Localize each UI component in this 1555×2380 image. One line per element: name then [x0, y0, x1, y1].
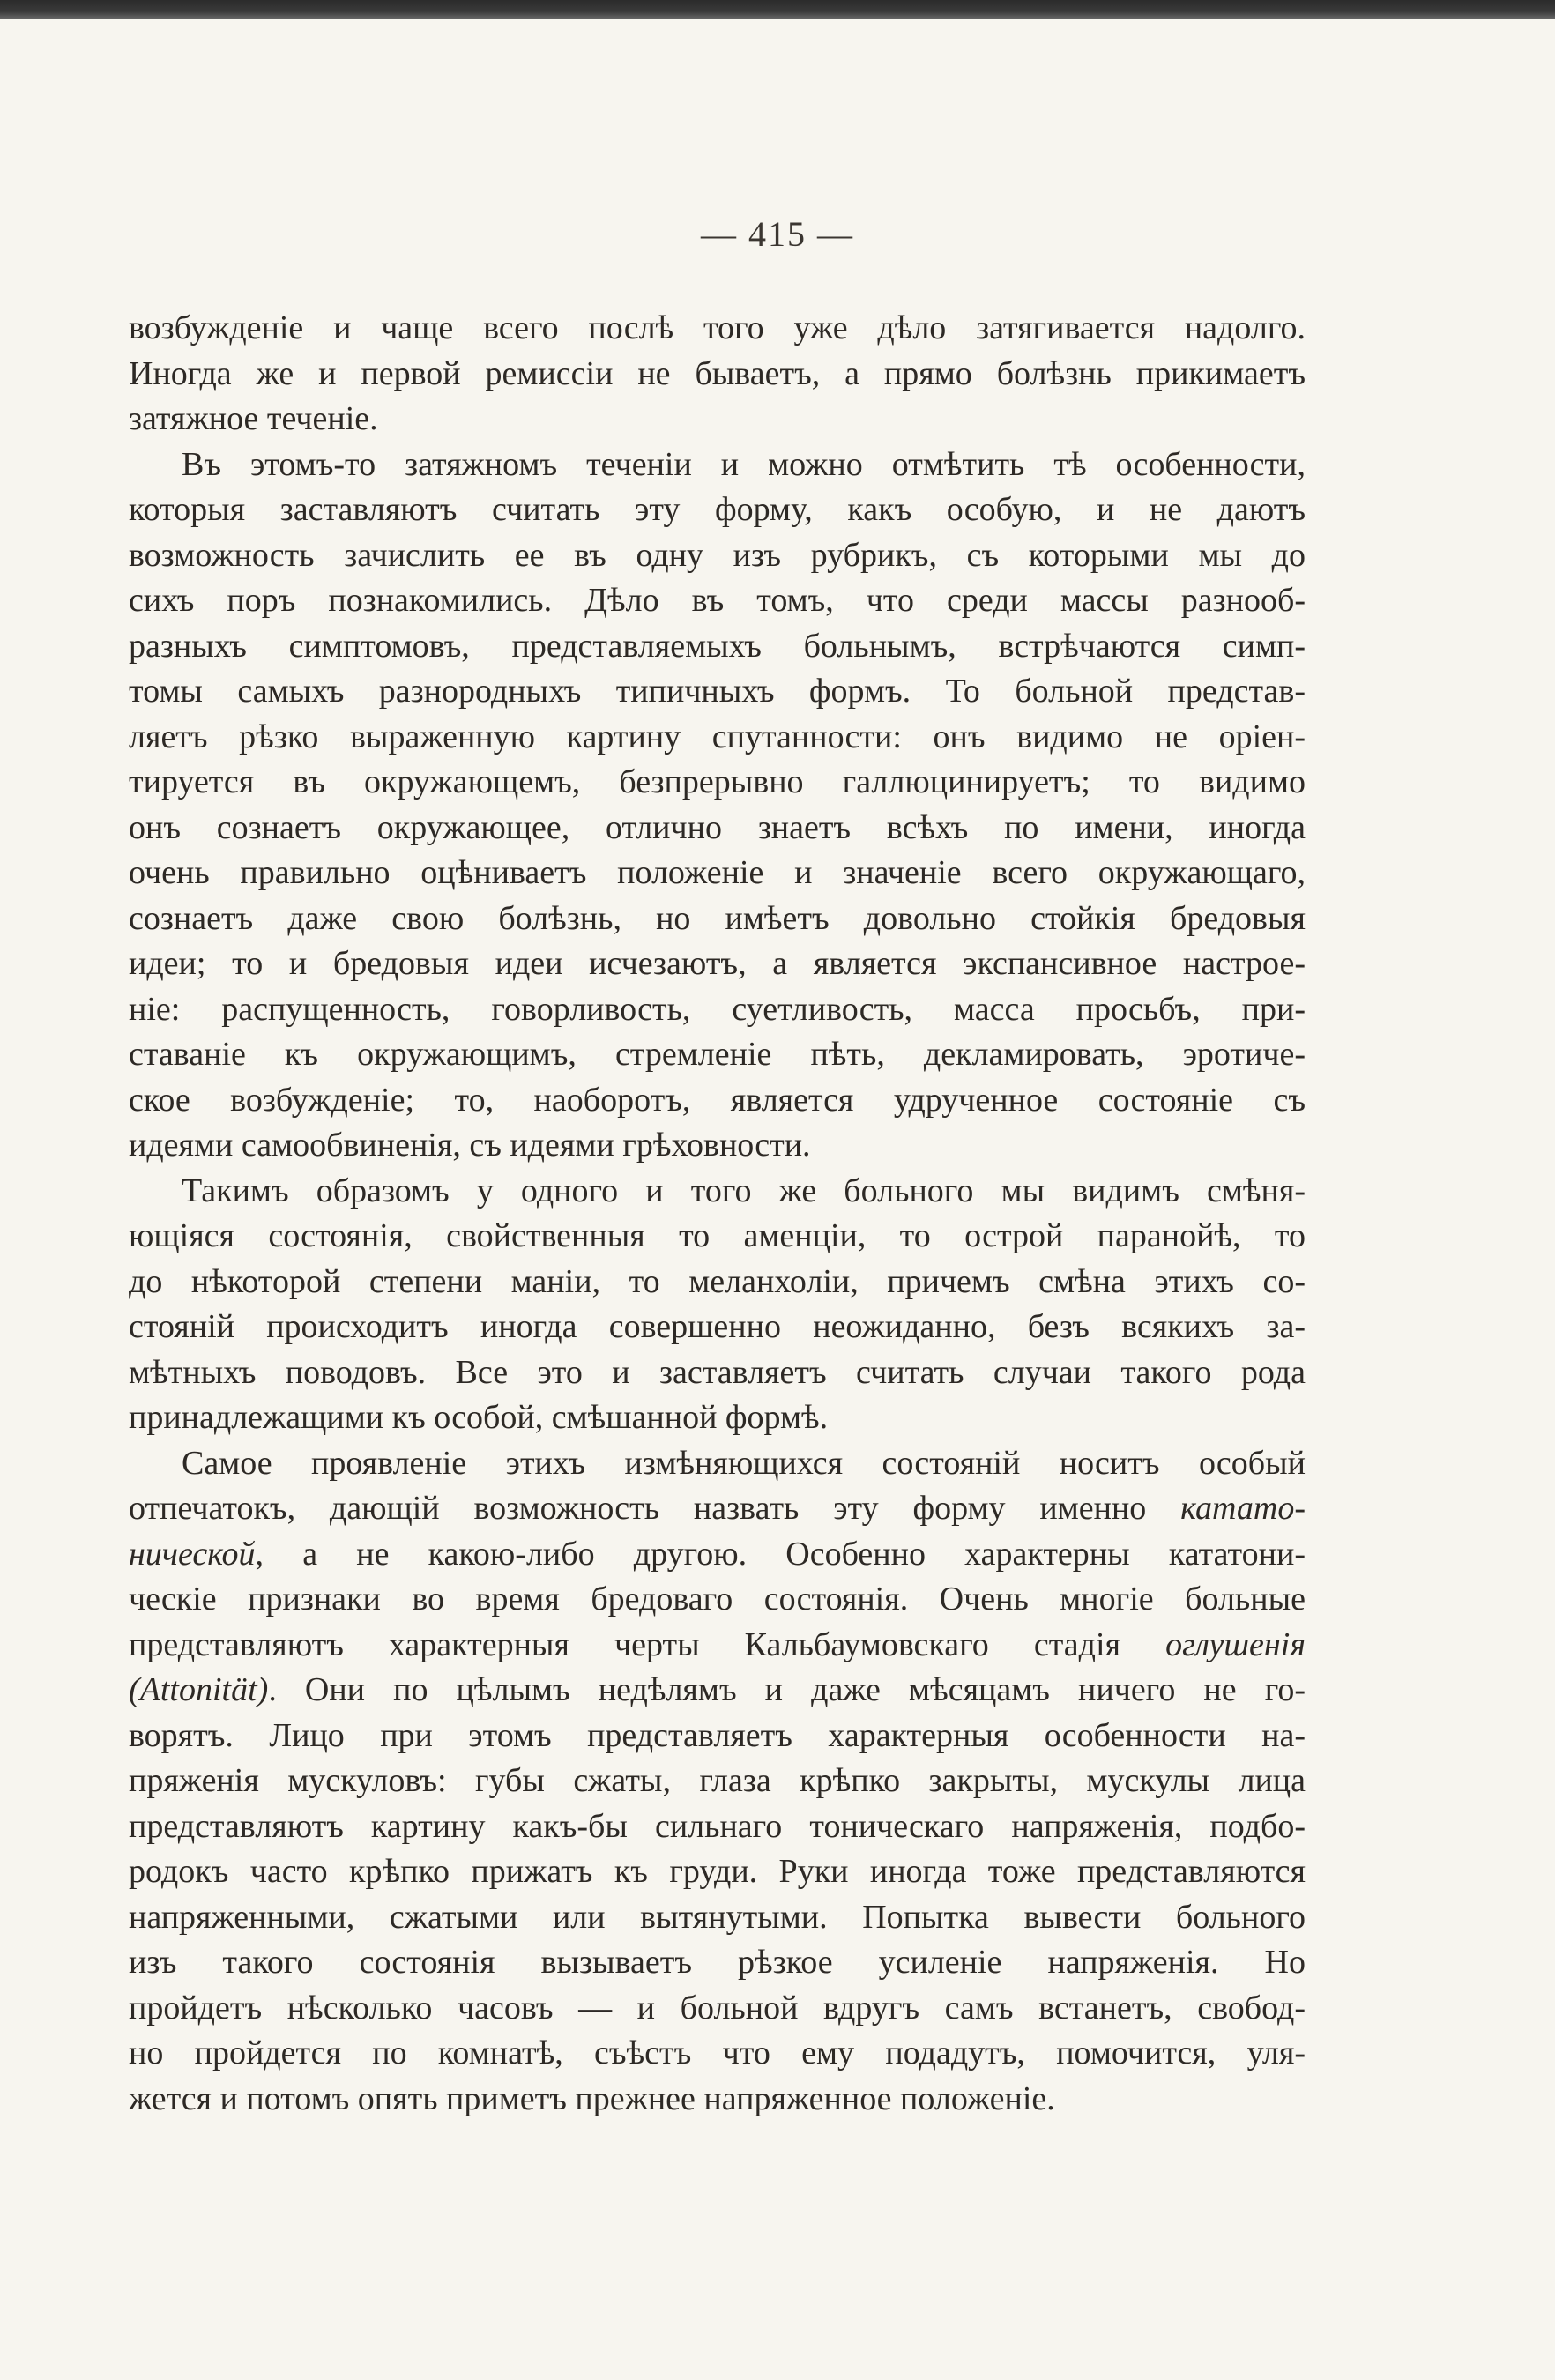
- text-line: идеи; то и бредовыя идеи исчезаютъ, а является экспансивное настрое-: [129, 945, 1306, 982]
- text-line: возбужденіе и чаще всего послѣ того уже дѣло затягивается надолго.: [129, 309, 1306, 346]
- page-number: — 415 —: [701, 214, 854, 254]
- text-line: представляютъ характерныя черты Кальбаумовскаго стадія оглушенія: [129, 1625, 1306, 1663]
- text-line: до нѣкоторой степени маніи, то меланхоліи, причемъ смѣна этихъ со-: [129, 1262, 1306, 1300]
- text-line: принадлежащими къ особой, смѣшанной формѣ.: [129, 1399, 829, 1436]
- text-line: представляютъ картину какъ-бы сильнаго тоническаго напряженія, подбо-: [129, 1807, 1306, 1845]
- text-line: Въ этомъ-то затяжномъ теченіи и можно отмѣтить тѣ особенности,: [182, 445, 1306, 483]
- text-line: (Attonität). Они по цѣлымъ недѣлямъ и даже мѣсяцамъ ничего не го-: [129, 1671, 1306, 1708]
- text-line: идеями самообвиненія, съ идеями грѣховности.: [129, 1127, 811, 1164]
- scan-top-border: [0, 0, 1555, 19]
- text-line: ческіе признаки во время бредоваго состоянія. Очень многіе больные: [129, 1580, 1306, 1618]
- text-line: ющіяся состоянія, свойственныя то аменціи, то острой паранойѣ, то: [129, 1217, 1306, 1254]
- text-line: ляетъ рѣзко выраженную картину спутанности: онъ видимо не оріен-: [129, 718, 1306, 755]
- text-line: нической, а не какою-либо другою. Особенно характерны кататони-: [129, 1535, 1306, 1573]
- text-line: очень правильно оцѣниваетъ положеніе и значеніе всего окружающаго,: [129, 854, 1306, 891]
- text-line: разныхъ симптомовъ, представляемыхъ больнымъ, встрѣчаются симп-: [129, 627, 1306, 665]
- text-line: ставаніе къ окружающимъ, стремленіе пѣть, декламировать, эротиче-: [129, 1036, 1306, 1073]
- paragraph: [129, 1169, 1306, 1441]
- text-line: но пройдется по комнатѣ, съѣстъ что ему подадутъ, помочится, уля-: [129, 2034, 1306, 2071]
- text-line: ніе: распущенность, говорливость, суетливость, масса просьбъ, при-: [129, 990, 1306, 1028]
- paragraph: [129, 1441, 1306, 2123]
- paragraph: [129, 443, 1306, 1169]
- text-line: стояній происходитъ иногда совершенно неожиданно, безъ всякихъ за-: [129, 1308, 1306, 1345]
- text-line: родокъ часто крѣпко прижатъ къ груди. Руки иногда тоже представляются: [129, 1853, 1306, 1890]
- text-line: пройдетъ нѣсколько часовъ — и больной вдругъ самъ встанетъ, свобод-: [129, 1989, 1306, 2027]
- text-line: томы самыхъ разнородныхъ типичныхъ формъ. То больной представ-: [129, 673, 1306, 710]
- text-line: онъ сознаетъ окружающее, отлично знаетъ всѣхъ по имени, иногда: [129, 808, 1306, 846]
- text-line: сихъ поръ познакомились. Дѣло въ томъ, что среди массы разнооб-: [129, 582, 1306, 619]
- text-line: затяжное теченіе.: [129, 400, 378, 437]
- text-line: мѣтныхъ поводовъ. Все это и заставляетъ считать случаи такого рода: [129, 1353, 1306, 1391]
- book-page: [0, 19, 1555, 2380]
- text-line: Такимъ образомъ у одного и того же больного мы видимъ смѣня-: [182, 1171, 1306, 1209]
- text-line: Самое проявленіе этихъ измѣняющихся состояній носитъ особый: [182, 1444, 1306, 1482]
- text-line: ское возбужденіе; то, наоборотъ, является удрученное состояніе съ: [129, 1081, 1306, 1119]
- text-line: напряженными, сжатыми или вытянутыми. Попытка вывести больного: [129, 1898, 1306, 1936]
- paragraph: [129, 306, 1306, 443]
- text-line: изъ такого состоянія вызываетъ рѣзкое усиленіе напряженія. Но: [129, 1944, 1306, 1981]
- text-line: сознаетъ даже свою болѣзнь, но имѣетъ довольно стойкія бредовыя: [129, 899, 1306, 937]
- text-line: возможность зачислить ее въ одну изъ рубрикъ, съ которыми мы до: [129, 536, 1306, 574]
- text-line: жется и потомъ опять приметъ прежнее напряженное положеніе.: [129, 2079, 1055, 2117]
- text-line: пряженія мускуловъ: губы сжаты, глаза крѣпко закрыты, мускулы лица: [129, 1762, 1306, 1799]
- body-text: [129, 306, 1306, 2122]
- text-line: отпечатокъ, дающій возможность назвать эту форму именно катато-: [129, 1490, 1306, 1527]
- text-line: ворятъ. Лицо при этомъ представляетъ характерныя особенности на-: [129, 1716, 1306, 1754]
- text-line: тируется въ окружающемъ, безпрерывно галлюцинируетъ; то видимо: [129, 763, 1306, 800]
- text-line: Иногда же и первой ремиссіи не бываетъ, а прямо болѣзнь прикимаетъ: [129, 354, 1306, 392]
- text-line: которыя заставляютъ считать эту форму, какъ особую, и не даютъ: [129, 491, 1306, 528]
